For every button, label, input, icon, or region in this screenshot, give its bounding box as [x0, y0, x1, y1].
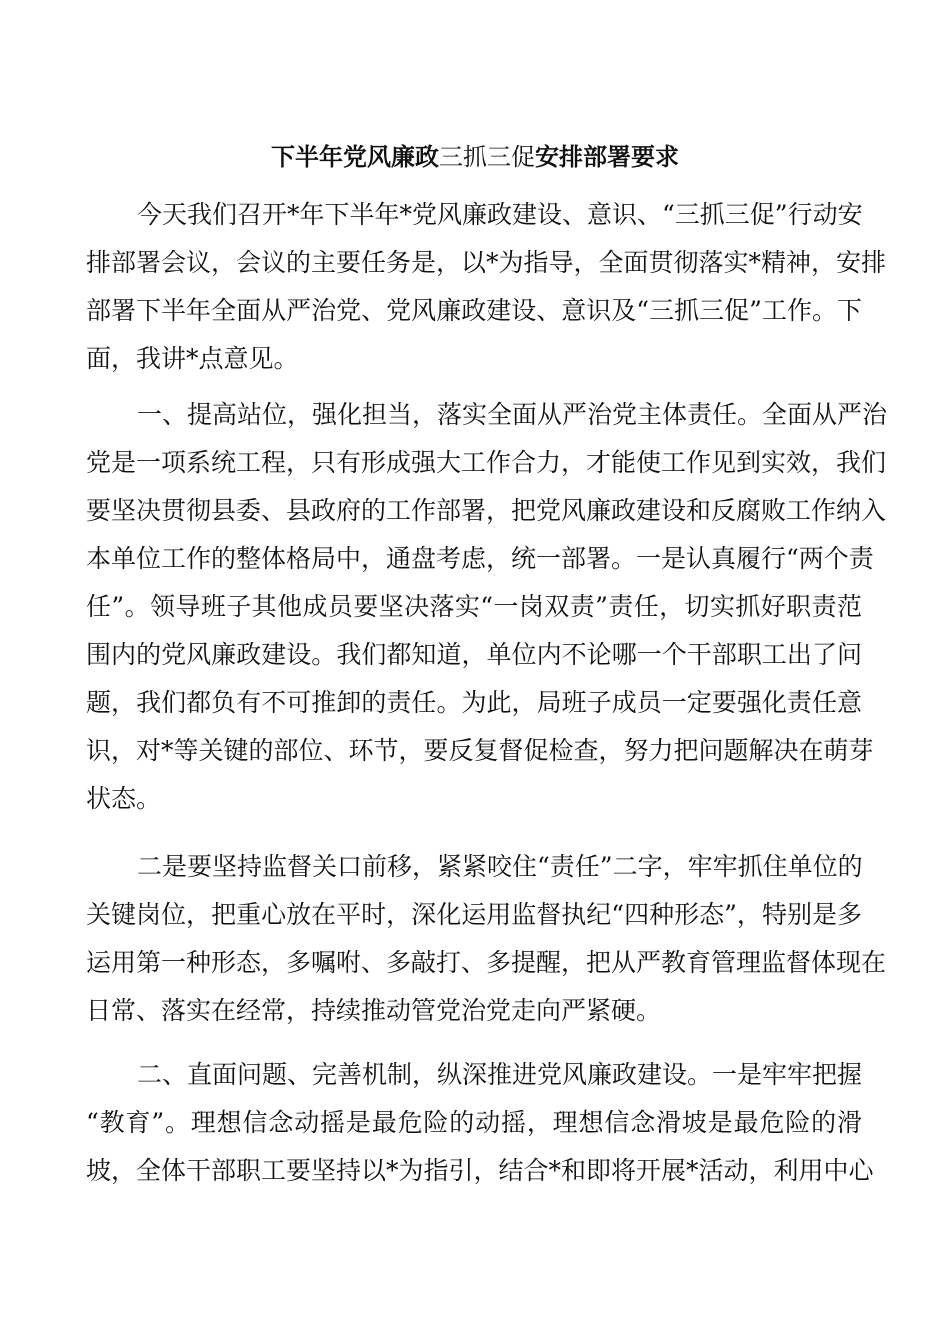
paragraph-2-line-8: 识，对*等关键的部位、环节，要反复督促检查，努力把问题解决在萌芽: [86, 736, 874, 765]
paragraph-1-line-1: 今天我们召开*年下半年*党风廉政建设、意识、“三抓三促”行动安: [137, 200, 863, 229]
paragraph-3-line-2: 关键岗位，把重心放在平时，深化运用监督执纪“四种形态”，特别是多: [86, 900, 862, 929]
paragraph-4-line-3: 坡，全体干部职工要坚持以*为指引，结合*和即将开展*活动，利用中心: [86, 1156, 874, 1185]
paragraph-3-line-4: 日常、落实在经常，持续推动管党治党走向严紧硬。: [86, 996, 662, 1025]
paragraph-1-line-2: 排部署会议，会议的主要任务是，以*为指导，全面贯彻落实*精神，安排: [86, 248, 887, 277]
paragraph-2-line-6: 围内的党风廉政建设。我们都知道，单位内不论哪一个干部职工出了问: [86, 640, 862, 669]
paragraph-2-line-2: 党是一项系统工程，只有形成强大工作合力，才能使工作见到实效，我们: [86, 448, 887, 477]
paragraph-2-line-5: 任”。领导班子其他成员要坚决落实“一岗双责”责任，切实抓好职责范: [86, 592, 862, 621]
paragraph-3-line-1: 二是要坚持监督关口前移，紧紧咬住“责任”二字，牢牢抓住单位的: [137, 852, 863, 881]
title-part-3: 安排部署要求: [535, 143, 679, 171]
paragraph-1-line-3: 部署下半年全面从严治党、党风廉政建设、意识及“三抓三促”工作。下: [86, 296, 862, 325]
paragraph-2-line-7: 题，我们都负有不可推卸的责任。为此，局班子成员一定要强化责任意: [86, 688, 862, 717]
document-title: [0, 139, 950, 175]
paragraph-2-line-1: 一、提高站位，强化担当，落实全面从严治党主体责任。全面从严治: [137, 400, 888, 429]
paragraph-3-line-3: 运用第一种形态，多嘱咐、多敲打、多提醒，把从严教育管理监督体现在: [86, 948, 887, 977]
paragraph-4-line-2: “教育”。理想信念动摇是最危险的动摇，理想信念滑坡是最危险的滑: [86, 1108, 862, 1137]
paragraph-2-line-9: 状态。: [86, 784, 162, 813]
title-part-1: 下半年党风廉政: [271, 143, 439, 171]
paragraph-4-line-1: 二、直面问题、完善机制，纵深推进党风廉政建设。一是牢牢把握: [137, 1060, 863, 1089]
paragraph-1-line-4: 面，我讲*点意见。: [86, 344, 299, 373]
paragraph-2-line-3: 要坚决贯彻县委、县政府的工作部署，把党风廉政建设和反腐败工作纳入: [86, 496, 887, 525]
paragraph-2-line-4: 本单位工作的整体格局中，通盘考虑，统一部署。一是认真履行“两个责: [86, 544, 874, 573]
title-part-2: 三抓三促: [439, 143, 535, 171]
